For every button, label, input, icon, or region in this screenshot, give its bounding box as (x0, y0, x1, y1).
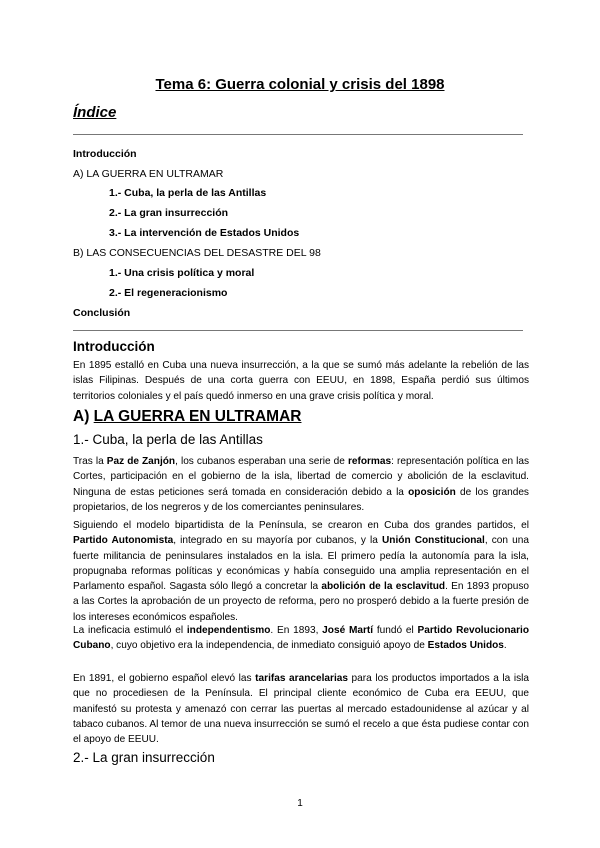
toc-item-a3[interactable]: 3.- La intervención de Estados Unidos (109, 227, 300, 239)
section-a-title: LA GUERRA EN ULTRAMAR (93, 408, 302, 425)
divider-bottom (73, 330, 523, 331)
subsection-a2-heading: 2.- La gran insurrección (73, 750, 215, 765)
index-heading: Índice (73, 104, 117, 121)
toc-item-conclusion[interactable]: Conclusión (73, 307, 131, 319)
toc-item-introduccion[interactable]: Introducción (73, 148, 137, 160)
paragraph-a1-4: En 1891, el gobierno español elevó las tarifas arancelarias para los productos importados a la isla que no procediesen de la Península. El principal cliente económico de Cuba era EEUU, que manifestó su protesta y amenazó con cerrar las puertas al mercado estadounidense al azúcar y al tabaco cubanos. Al temor de una nueva insurrección se sumó el recelo a que ésta pudiese contar con el apoyo de EEUU. (73, 673, 529, 746)
subsection-a1-heading: 1.- Cuba, la perla de las Antillas (73, 432, 263, 447)
toc-item-section-a[interactable]: A) LA GUERRA EN ULTRAMAR (73, 168, 224, 180)
paragraph-a1-1: Tras la Paz de Zanjón, los cubanos esperaban una serie de reformas: representación política en las Cortes, participación en el gobierno de la isla, libertad de comercio y abolición de la esclavitud. Ninguna de estas peticiones será tomada en consideración debido a la oposición de los grandes propietarios, de los negreros y de los comerciantes peninsulares. (73, 456, 529, 513)
document-title: Tema 6: Guerra colonial y crisis del 1898 (155, 76, 445, 93)
intro-paragraph: En 1895 estalló en Cuba una nueva insurrección, a la que se sumó más adelante la rebelión de las islas Filipinas. Después de una corta guerra con EEUU, en 1898, España perdió sus últimos territorios coloniales y el país quedó inmerso en una grave crisis política y moral. (73, 360, 529, 402)
divider-top (73, 134, 523, 135)
paragraph-a1-2: Siguiendo el modelo bipartidista de la Península, se crearon en Cuba dos grandes partidos, el Partido Autonomista, integrado en su mayoría por cubanos, y la Unión Constitucional, con una fuerte militancia de peninsulares instalados en la isla. El primero pedía la autonomía para la isla, propugnaba reformas políticas y económicas y había conseguido una amplia representación en el Parlamento español. Sagasta sólo llegó a concretar la abolición de la esclavitud. En 1893 propuso a las Cortes la aprobación de un proyecto de reforma, pero no prosperó debido a la fuerte presión de los intereses económicos españoles. (73, 520, 529, 623)
section-a-prefix: A) (73, 408, 94, 425)
toc-item-b2[interactable]: 2.- El regeneracionismo (109, 287, 228, 299)
toc-item-section-b[interactable]: B) LAS CONSECUENCIAS DEL DESASTRE DEL 98 (73, 247, 321, 259)
toc-item-a2[interactable]: 2.- La gran insurrección (109, 207, 229, 219)
toc-item-a1[interactable]: 1.- Cuba, la perla de las Antillas (109, 187, 267, 199)
page-number: 1 (297, 798, 303, 809)
intro-heading: Introducción (73, 339, 155, 354)
paragraph-a1-3: La ineficacia estimuló el independentismo. En 1893, José Martí fundó el Partido Revolucionario Cubano, cuyo objetivo era la independencia, de inmediato consiguió apoyo de Estados Unidos. (73, 625, 529, 652)
section-a-heading (73, 408, 301, 426)
toc-item-b1[interactable]: 1.- Una crisis política y moral (109, 267, 255, 279)
